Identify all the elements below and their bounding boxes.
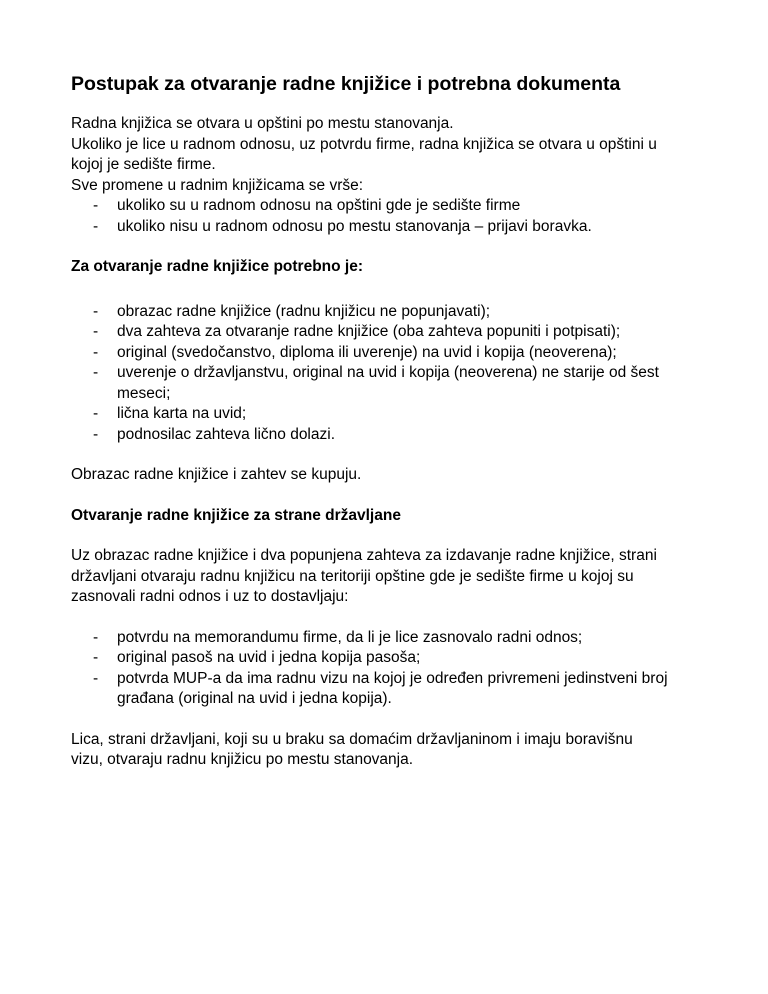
list-item [71,343,711,364]
list-item-text: obrazac radne knjižice (radnu knjižicu ne popunjavati); [117,302,491,320]
requirements-bullet-list [71,302,711,446]
list-item-text: original pasoš na uvid i jedna kopija pasoša; [117,649,421,666]
document-page [71,72,711,771]
foreigners-paragraph: Uz obrazac radne knjižice i dva popunjena zahteva za izdavanje radne knjižice, strani državljani otvaraju radnu knjižicu na teritoriji opštine gde je sedište firme u kojoj su zasnovali radni odnos i uz to dostavljaju: [71,547,657,605]
list-item-text: potvrda MUP-a da ima radnu vizu na kojoj je određen privremeni jedinstveni broj građana (original na uvid i jedna kopija). [117,669,668,707]
intro-bullet-list [71,196,711,237]
section-heading-requirements: Za otvaranje radne knjižice potrebno je: [71,258,363,275]
list-item-text: uverenje o državljanstvu, original na uvid i kopija (neoverena) ne starije od šest meseci; [117,364,659,402]
list-item [71,669,677,710]
bullet-dash: - [93,425,99,443]
list-item [71,648,711,669]
list-item [71,404,711,425]
list-item [71,425,711,446]
bullet-dash: - [93,217,99,235]
list-item-text: podnosilac zahteva lično dolazi. [117,425,335,443]
list-item-text: ukoliko su u radnom odnosu na opštini gde je sedište firme [117,197,521,214]
bullet-dash: - [93,323,99,340]
document-title: Postupak za otvaranje radne knjižice i potrebna dokumenta [71,73,621,95]
bullet-dash: - [93,302,99,320]
intro-line-2: Ukoliko je lice u radnom odnosu, uz potvrdu firme, radna knjižica se otvara u opštini u kojoj je sedište firme. [71,135,657,173]
list-item [71,196,711,217]
bullet-dash: - [93,405,99,422]
bullet-dash: - [93,364,99,381]
intro-line-1: Radna knjižica se otvara u opštini po mestu stanovanja. [71,115,454,132]
closing-paragraph: Lica, strani državljani, koji su u braku sa domaćim državljaninom i imaju boravišnu vizu, otvaraju radnu knjižicu po mestu stanovanja. [71,730,633,768]
bullet-dash: - [93,197,99,214]
list-item [71,217,711,238]
section-heading-foreigners: Otvaranje radne knjižice za strane državljane [71,506,401,524]
bullet-dash: - [93,669,99,687]
list-item-text: dva zahteva za otvaranje radne knjižice (oba zahteva popuniti i potpisati); [117,323,621,340]
list-item [71,302,711,323]
intro-line-3: Sve promene u radnim knjižicama se vrše: [71,176,364,194]
foreigners-bullet-list [71,628,711,710]
bullet-dash: - [93,628,99,646]
list-item-text: original (svedočanstvo, diploma ili uverenje) na uvid i kopija (neoverena); [117,343,617,361]
list-item-text: ukoliko nisu u radnom odnosu po mestu stanovanja – prijavi boravka. [117,217,592,235]
list-item-text: lična karta na uvid; [117,405,247,422]
bullet-dash: - [93,343,99,361]
bullet-dash: - [93,649,99,666]
list-item [71,363,697,404]
list-item [71,628,711,649]
list-item [71,322,711,343]
list-item-text: potvrdu na memorandumu firme, da li je lice zasnovalo radni odnos; [117,628,583,646]
purchase-note: Obrazac radne knjižice i zahtev se kupuju. [71,466,362,483]
